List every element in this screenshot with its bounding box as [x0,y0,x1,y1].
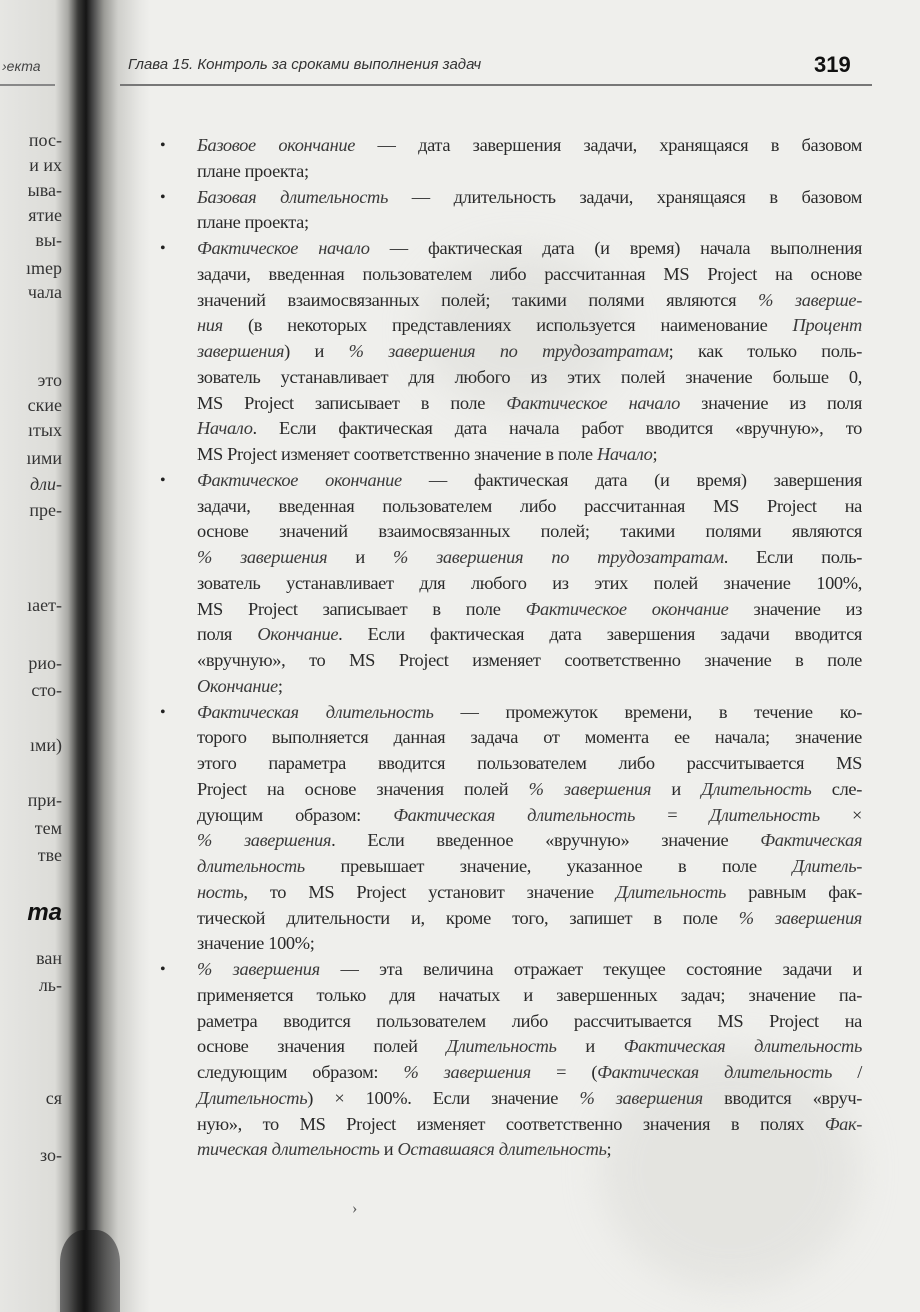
left-page-fragment: вы- [35,230,62,250]
term: Длительность [615,881,727,902]
text: значение из [728,598,862,619]
left-page-fragment: ван [36,948,62,968]
bullet-list [160,133,863,1163]
term: Начало [197,418,253,439]
text: MS Project записывает в поле [197,598,526,619]
term: % завершения [738,907,862,928]
text: поля [197,624,258,645]
text-line [197,880,862,906]
bullet-icon: • [160,703,166,721]
term: Фактическая [760,830,863,851]
left-page-fragment: та [27,899,62,926]
term: Базовая длительность [197,186,388,207]
text: ) и [284,341,349,361]
text: зователь устанавливает для любого из этих полей значение больше 0, [197,366,862,387]
left-page-fragment: ıими [26,448,62,468]
term: Оставшаяся длительность [397,1139,607,1160]
left-page-fragment: ıми) [29,735,62,755]
text-line [197,159,862,185]
text: этого параметра вводится пользователем либо рассчитывается MS [197,753,862,773]
term: % заверше- [758,289,862,310]
left-page-fragment: это [37,370,62,390]
left-page-fragment: ımер [26,258,62,278]
text-line [197,1060,862,1086]
text-line [160,468,862,494]
left-page-fragment: и их [29,155,62,175]
text: превышает значение, указанное в поле [304,856,793,876]
term: % завершения [197,830,332,851]
term: Фактическая длительность [197,701,434,722]
text-line [197,1034,862,1060]
text-line [197,494,862,520]
bullet-icon: • [160,240,166,257]
text: ную», то MS Project изменяет соответственно значения в полях [197,1113,825,1134]
list-item [160,133,862,185]
left-page-header: ›екта [2,58,41,74]
text-line [197,828,862,854]
term: Длительность [446,1036,557,1057]
left-page-fragment: тем [34,818,62,838]
term: Фактическое начало [506,392,680,413]
term: Фактическая длительность [393,804,635,825]
text: «вручную», то MS Project изменяет соответственно значение в поле [197,650,862,670]
text-line [197,391,862,417]
text: (в некоторых представлениях используется наименование [222,315,793,336]
text: — дата завершения задачи, хранящаяся в базовом [355,135,862,155]
term: Длитель- [792,856,862,876]
text: = ( [530,1062,598,1082]
text: вводится «вруч- [702,1087,863,1108]
list-item [160,700,863,958]
text-line [197,1086,862,1112]
term: Фактическая длительность [597,1062,832,1082]
text-line [197,854,862,880]
left-page-fragment: ıтых [28,420,62,440]
text-line [197,777,862,803]
text: значение из поля [679,392,862,413]
text: ; [277,675,283,696]
bullet-icon: • [160,961,166,978]
text-line [160,236,862,262]
text-line [197,442,862,468]
text-line [197,545,862,571]
term: длительность [197,856,305,876]
text: и [651,778,702,799]
term: Длительность [197,1087,308,1108]
left-page-fragment: ыва- [27,180,62,200]
list-item [160,236,862,468]
text-line [197,339,862,365]
text-line [197,931,862,957]
text-line [197,597,862,623]
bullet-icon: • [160,471,166,489]
left-page-fragment: рио- [28,653,62,673]
text: ; как только поль- [668,341,862,361]
text-line [197,416,862,442]
term: % завершения по трудозатратам [348,341,669,361]
left-page-fragment: дли- [30,474,62,494]
text-line [197,1009,862,1035]
term: % завершения [579,1087,703,1108]
text: основе значения полей [197,1036,447,1057]
term: % завершения [403,1062,531,1082]
term: Процент [792,315,862,336]
text: раметра вводится пользователем либо рассчитывается MS Project на [197,1010,862,1031]
text: ; [652,444,658,464]
text: сле- [811,778,862,799]
text-line [197,262,862,288]
text: Project на основе значения полей [197,778,529,799]
text-line [197,648,862,674]
scan-mark: › [352,1200,358,1217]
text-line [197,674,862,700]
text: задачи, введенная пользователем либо рассчитанная MS Project на [197,495,862,516]
left-page-rule [0,84,55,86]
text: применяется только для начатых и завершенных задач; значение па- [197,984,862,1005]
page-number: 319 [814,52,851,77]
text: зователь устанавливает для любого из этих полей значение 100%, [197,572,862,593]
term: Фактическое окончание [197,469,402,490]
text: и [379,1139,398,1160]
text: . Если введенное «вручную» значение [331,830,761,851]
text: MS Project изменяет соответственно значение в поле [197,444,597,464]
term: Окончание [197,675,278,696]
text-line [197,313,862,339]
text: и [327,547,393,567]
term: завершения [197,341,285,361]
text-line [160,700,862,726]
list-item [160,468,862,700]
text-line [197,1137,862,1163]
text: плане проекта; [197,160,309,181]
text: — длительность задачи, хранящаяся в базовом [387,186,862,207]
list-item [160,957,863,1163]
term: Окончание [257,624,339,645]
term: ность [197,881,244,902]
text: тической длительности и, кроме того, запишет в поле [197,907,739,928]
term: % завершения [528,778,652,799]
text-line [197,906,862,932]
text: ) × 100%. Если значение [307,1087,580,1108]
text: торого выполняется данная задача от момента ее начала; значение [197,727,862,748]
text: — фактическая дата (и время) завершения [401,469,862,490]
text-line [197,803,862,829]
term: % завершения [197,959,320,979]
left-page-fragment: ль- [38,975,62,995]
text-line [197,210,862,236]
text-line [160,957,862,983]
running-header: Глава 15. Контроль за сроками выполнения задач [128,56,482,73]
text: . Если фактическая дата завершения задачи вводится [338,624,862,645]
text: , то MS Project установит значение [243,881,616,902]
text: — промежуток времени, в течение ко- [433,701,862,722]
text-line [197,751,862,777]
text-line [197,519,862,545]
text-line [197,622,862,648]
term: Фак- [824,1113,862,1134]
left-page-fragment: ские [27,395,62,415]
text-line [197,571,862,597]
bullet-icon: • [160,188,166,206]
term: Фактическое окончание [525,598,729,619]
left-page-fragment: при- [27,790,62,810]
list-item [160,185,862,237]
text-line [197,725,862,751]
text: — эта величина отражает текущее состояние задачи и [319,959,862,979]
left-page-fragment: ятие [28,205,62,225]
term: тическая длительность [197,1139,380,1160]
text: дующим образом: [197,804,394,825]
bullet-icon: • [160,137,166,154]
book-spine [0,0,150,1312]
left-page-fragment: сто- [31,680,62,700]
header-rule [120,84,872,86]
term: % завершения по трудозатратам [393,547,724,567]
text: . Если поль- [723,547,862,567]
term: Начало [596,444,653,464]
left-page-fragment: тве [37,845,62,865]
text: — фактическая дата (и время) начала выполнения [369,238,862,258]
text-line [197,1112,862,1138]
term: Фактическая длительность [623,1036,862,1057]
text: MS Project записывает в поле [197,392,507,413]
term: Базовое окончание [197,135,356,155]
text-line [160,185,862,211]
text: ; [606,1139,612,1160]
text-line [197,288,862,314]
left-page-fragment: пре- [29,500,62,520]
term: Длительность [701,778,812,799]
text: равным фак- [726,881,862,902]
text: значение 100%; [197,933,315,954]
book-spine-shadow [60,1230,120,1312]
left-page-fragment: ıает- [27,595,62,615]
left-page-fragment: чала [27,282,62,302]
text: основе значений взаимосвязанных полей; такими полями являются [197,521,862,542]
text: / [831,1062,862,1082]
text-line [197,983,862,1009]
term: ния [197,315,223,336]
text: . Если фактическая дата начала работ вводится «вручную», то [252,418,862,439]
text-line [160,133,862,159]
text: и [556,1036,624,1057]
text-line [197,365,862,391]
text: значений взаимосвязанных полей; такими полями являются [197,289,759,310]
left-page-fragment: пос- [28,130,62,150]
left-page-fragment: зо- [40,1145,62,1165]
text: = [634,804,710,825]
text: плане проекта; [197,212,309,233]
text: × [819,804,862,825]
text: следующим образом: [197,1062,404,1082]
term: Длительность [709,804,820,825]
text: задачи, введенная пользователем либо рассчитанная MS Project на основе [197,263,862,284]
term: Фактическое начало [197,238,370,258]
term: % завершения [197,547,328,567]
left-page-fragment: ся [45,1088,62,1108]
